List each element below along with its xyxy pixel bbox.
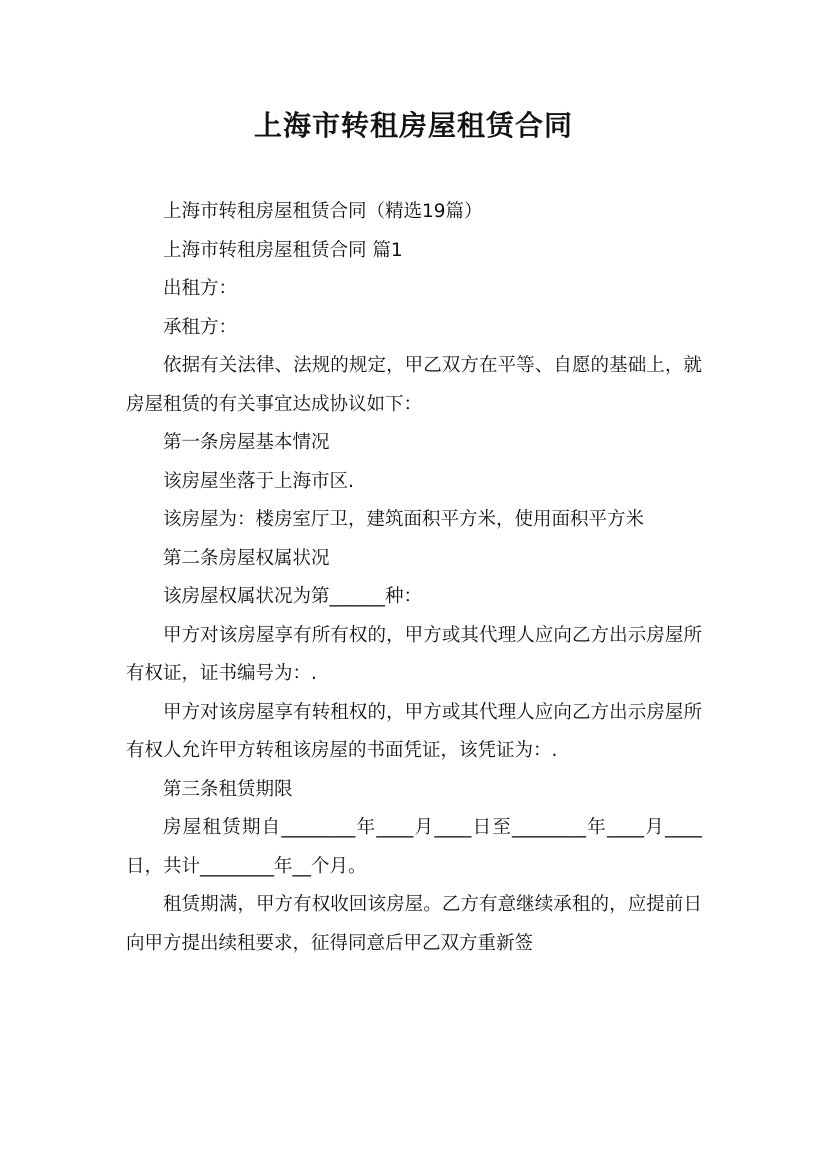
paragraph-article-1-heading: 第一条房屋基本情况 [163,432,330,453]
document-body [126,193,702,963]
paragraph-renewal: 租赁期满，甲方有权收回该房屋。乙方有意继续承租的，应提前日向甲方提出续租要求，征得同意后甲乙双方重新签 [126,894,702,954]
paragraph-house-type: 该房屋为：楼房室厅卫，建筑面积平方米，使用面积平方米 [163,509,645,530]
paragraph-article-3-heading: 第三条租赁期限 [163,778,293,800]
paragraph-section-heading: 上海市转租房屋租赁合同 篇1 [163,239,403,261]
paragraph-lessor: 出租方： [163,278,238,299]
paragraph-lease-term: 房屋租赁期自________年____月____日至________年____月____日，共计________年__个月。 [126,817,702,877]
paragraph-article-2-heading: 第二条房屋权属状况 [163,547,330,569]
document-title: 上海市转租房屋租赁合同 [253,109,573,142]
paragraph-lessee: 承租方： [163,316,238,338]
paragraph-ownership-type: 该房屋权属状况为第______种： [163,586,423,607]
paragraph-preamble: 依据有关法律、法规的规定，甲乙双方在平等、自愿的基础上，就房屋租赁的有关事宜达成协议如下： [126,355,702,415]
paragraph-ownership-right: 甲方对该房屋享有所有权的，甲方或其代理人应向乙方出示房屋所有权证，证书编号为：. [126,624,702,684]
paragraph-location: 该房屋坐落于上海市区. [163,470,354,492]
paragraph-sublease-right: 甲方对该房屋享有转租权的，甲方或其代理人应向乙方出示房屋所有权人允许甲方转租该房屋的书面凭证，该凭证为：. [126,701,702,761]
paragraph-subtitle: 上海市转租房屋租赁合同（精选19篇） [163,201,483,222]
